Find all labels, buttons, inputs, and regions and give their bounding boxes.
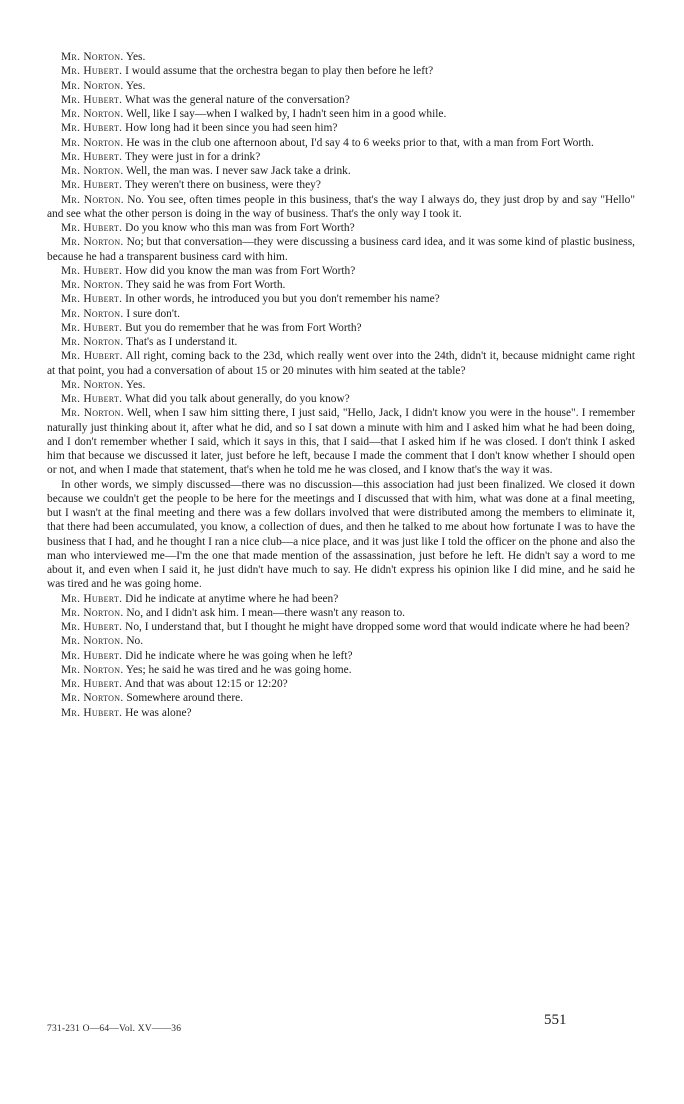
transcript-paragraph: [47, 178, 635, 192]
transcript-paragraph: [47, 663, 635, 677]
transcript-paragraph: [47, 478, 635, 592]
transcript-paragraph: [47, 193, 635, 222]
transcript-paragraph: [47, 79, 635, 93]
speaker-name: Mr. Norton.: [61, 108, 124, 120]
speaker-name: Mr. Norton.: [61, 165, 124, 177]
transcript-body: [47, 50, 635, 720]
speech-text: How long had it been since you had seen him?: [125, 122, 338, 135]
speech-text: No.: [126, 635, 144, 648]
speaker-name: Mr. Norton.: [61, 663, 124, 676]
speech-text: They weren't there on business, were they?: [124, 179, 321, 192]
speech-text: No; but that conversation—they were discussing a business card idea, and it was some kind of plastic business, because he had a transparent business card with him.: [47, 236, 635, 263]
speaker-name: Mr. Norton.: [61, 279, 124, 291]
speech-text: Somewhere around there.: [126, 692, 244, 705]
speaker-name: Mr. Hubert.: [61, 93, 123, 106]
speaker-name: Mr. Norton.: [61, 378, 124, 391]
speech-text: They were just in for a drink?: [124, 150, 261, 163]
transcript-paragraph: [47, 677, 635, 691]
transcript-paragraph: [47, 264, 635, 278]
speech-text: He was in the club one afternoon about, I'd say 4 to 6 weeks prior to that, with a man from Fort Worth.: [126, 136, 594, 149]
transcript-paragraph: [47, 107, 635, 121]
speech-text: All right, coming back to the 23d, which really went over into the 24th, didn't it, because midnight came right at that point, you had a conversation of about 15 or 20 minutes with him seated at the table?: [47, 350, 636, 377]
speech-text: Did he indicate at anytime where he had been?: [125, 592, 339, 605]
transcript-paragraph: [47, 706, 635, 720]
speaker-name: Mr. Hubert.: [61, 65, 123, 78]
transcript-paragraph: [47, 620, 635, 634]
print-footer: 731-231 O—64—Vol. XV——36: [47, 1024, 182, 1034]
transcript-paragraph: [47, 691, 635, 705]
speech-text: What was the general nature of the conversation?: [124, 93, 350, 106]
speaker-name: Mr. Hubert.: [61, 264, 123, 277]
transcript-paragraph: [47, 136, 635, 150]
speech-text: In other words, we simply discussed—there was no discussion—this association had just been finalized. We closed it down because we couldn't get the people to be here for the meetings and I discussed that with him, what was done at a final meeting, but I wasn't at the final meeting and there was a few dollars involved that were distributed among the members to eliminate it, that there had been accumulated, you know, a collection of dues, and then he talked to me about how fortunate I was to have the business that I had, and he thought I ran a nice club—a nice place, and it was just like I told the officer on the phone and also the man who interviewed me—I'm the one that made mention of the assassination, just before he left. He didn't say a word to me about it, and even when I said it, he just didn't have much to say. He didn't express his opinion like I did mine, and he said he was tired and he was going home.: [47, 478, 635, 591]
speaker-name: Mr. Norton.: [61, 236, 124, 249]
speech-text: Yes.: [125, 51, 146, 63]
speech-text: Well, when I saw him sitting there, I just said, "Hello, Jack, I didn't know you were in the house". I remember naturally just thinking about it, after what he did, and so I sat down a minute with him and I asked him what he had been doing, and I don't remember whether I said, which it says in this, that I said—that I asked him if he was closed. I don't think I asked him that because we discussed it later, just before he left, because I made the comment that I don't know whether I should open or not, and when I made that statement, that's when he told me he was closed, and I know that's the way it was.: [47, 407, 635, 477]
transcript-paragraph: [47, 93, 635, 107]
speech-text: That's as I understand it.: [126, 336, 238, 348]
speech-text: Did he indicate where he was going when he left?: [125, 649, 353, 662]
speaker-name: Mr. Hubert.: [61, 122, 123, 135]
speech-text: Well, like I say—when I walked by, I hadn't seen him in a good while.: [126, 108, 447, 120]
speech-text: Yes.: [125, 79, 146, 92]
speech-text: No. You see, often times people in this business, that's the way I always do, they just drop by and say "Hello" and see what the other person is doing in the way of business. That's the only way I took it.: [47, 193, 636, 220]
transcript-paragraph: [47, 321, 635, 335]
transcript-paragraph: [47, 406, 635, 477]
speech-text: I sure don't.: [126, 307, 180, 320]
speaker-name: Mr. Hubert.: [61, 179, 123, 192]
transcript-paragraph: [47, 235, 635, 264]
speaker-name: Mr. Norton.: [61, 336, 124, 348]
speech-text: Yes.: [125, 378, 146, 391]
speaker-name: Mr. Norton.: [61, 307, 124, 320]
transcript-paragraph: [47, 335, 635, 349]
speech-text: They said he was from Fort Worth.: [126, 279, 286, 291]
speaker-name: Mr. Hubert.: [61, 621, 123, 633]
speaker-name: Mr. Norton.: [61, 692, 124, 705]
transcript-paragraph: [47, 349, 635, 378]
speaker-name: Mr. Norton.: [61, 136, 124, 149]
transcript-paragraph: [47, 278, 635, 292]
speaker-name: Mr. Norton.: [61, 606, 124, 619]
speaker-name: Mr. Norton.: [61, 193, 124, 206]
speech-text: He was alone?: [125, 706, 192, 719]
page-number: 551: [544, 1012, 567, 1028]
transcript-paragraph: [47, 592, 635, 606]
transcript-paragraph: [47, 50, 635, 64]
transcript-paragraph: [47, 164, 635, 178]
speaker-name: Mr. Hubert.: [61, 350, 123, 363]
speaker-name: Mr. Hubert.: [61, 321, 123, 334]
transcript-paragraph: [47, 64, 635, 78]
speaker-name: Mr. Hubert.: [61, 150, 123, 163]
transcript-paragraph: [47, 307, 635, 321]
speaker-name: Mr. Norton.: [61, 79, 124, 92]
speech-text: No, I understand that, but I thought he might have dropped some word that would indicate where he had been?: [125, 621, 630, 633]
speaker-name: Mr. Hubert.: [61, 706, 123, 719]
speaker-name: Mr. Hubert.: [61, 393, 123, 405]
speaker-name: Mr. Norton.: [61, 635, 124, 648]
speaker-name: Mr. Hubert.: [61, 678, 123, 690]
transcript-paragraph: [47, 292, 635, 306]
speech-text: But you do remember that he was from Fort Worth?: [125, 321, 362, 334]
transcript-paragraph: [47, 606, 635, 620]
speech-text: And that was about 12:15 or 12:20?: [124, 678, 288, 690]
speaker-name: Mr. Hubert.: [61, 649, 123, 662]
speech-text: In other words, he introduced you but you don't remember his name?: [125, 293, 440, 306]
speaker-name: Mr. Norton.: [61, 51, 124, 63]
transcript-paragraph: [47, 649, 635, 663]
speech-text: Do you know who this man was from Fort Worth?: [125, 222, 355, 234]
speech-text: Yes; he said he was tired and he was going home.: [125, 663, 352, 676]
speech-text: I would assume that the orchestra began to play then before he left?: [125, 65, 434, 78]
transcript-paragraph: [47, 634, 635, 648]
speaker-name: Mr. Norton.: [61, 407, 124, 420]
speech-text: No, and I didn't ask him. I mean—there wasn't any reason to.: [126, 606, 406, 619]
speaker-name: Mr. Hubert.: [61, 293, 123, 306]
transcript-paragraph: [47, 378, 635, 392]
speech-text: How did you know the man was from Fort Worth?: [125, 264, 356, 277]
transcript-paragraph: [47, 392, 635, 406]
speaker-name: Mr. Hubert.: [61, 592, 123, 605]
transcript-paragraph: [47, 221, 635, 235]
transcript-paragraph: [47, 121, 635, 135]
transcript-paragraph: [47, 150, 635, 164]
speech-text: Well, the man was. I never saw Jack take a drink.: [126, 165, 351, 177]
speech-text: What did you talk about generally, do you know?: [124, 393, 350, 405]
speaker-name: Mr. Hubert.: [61, 222, 123, 234]
